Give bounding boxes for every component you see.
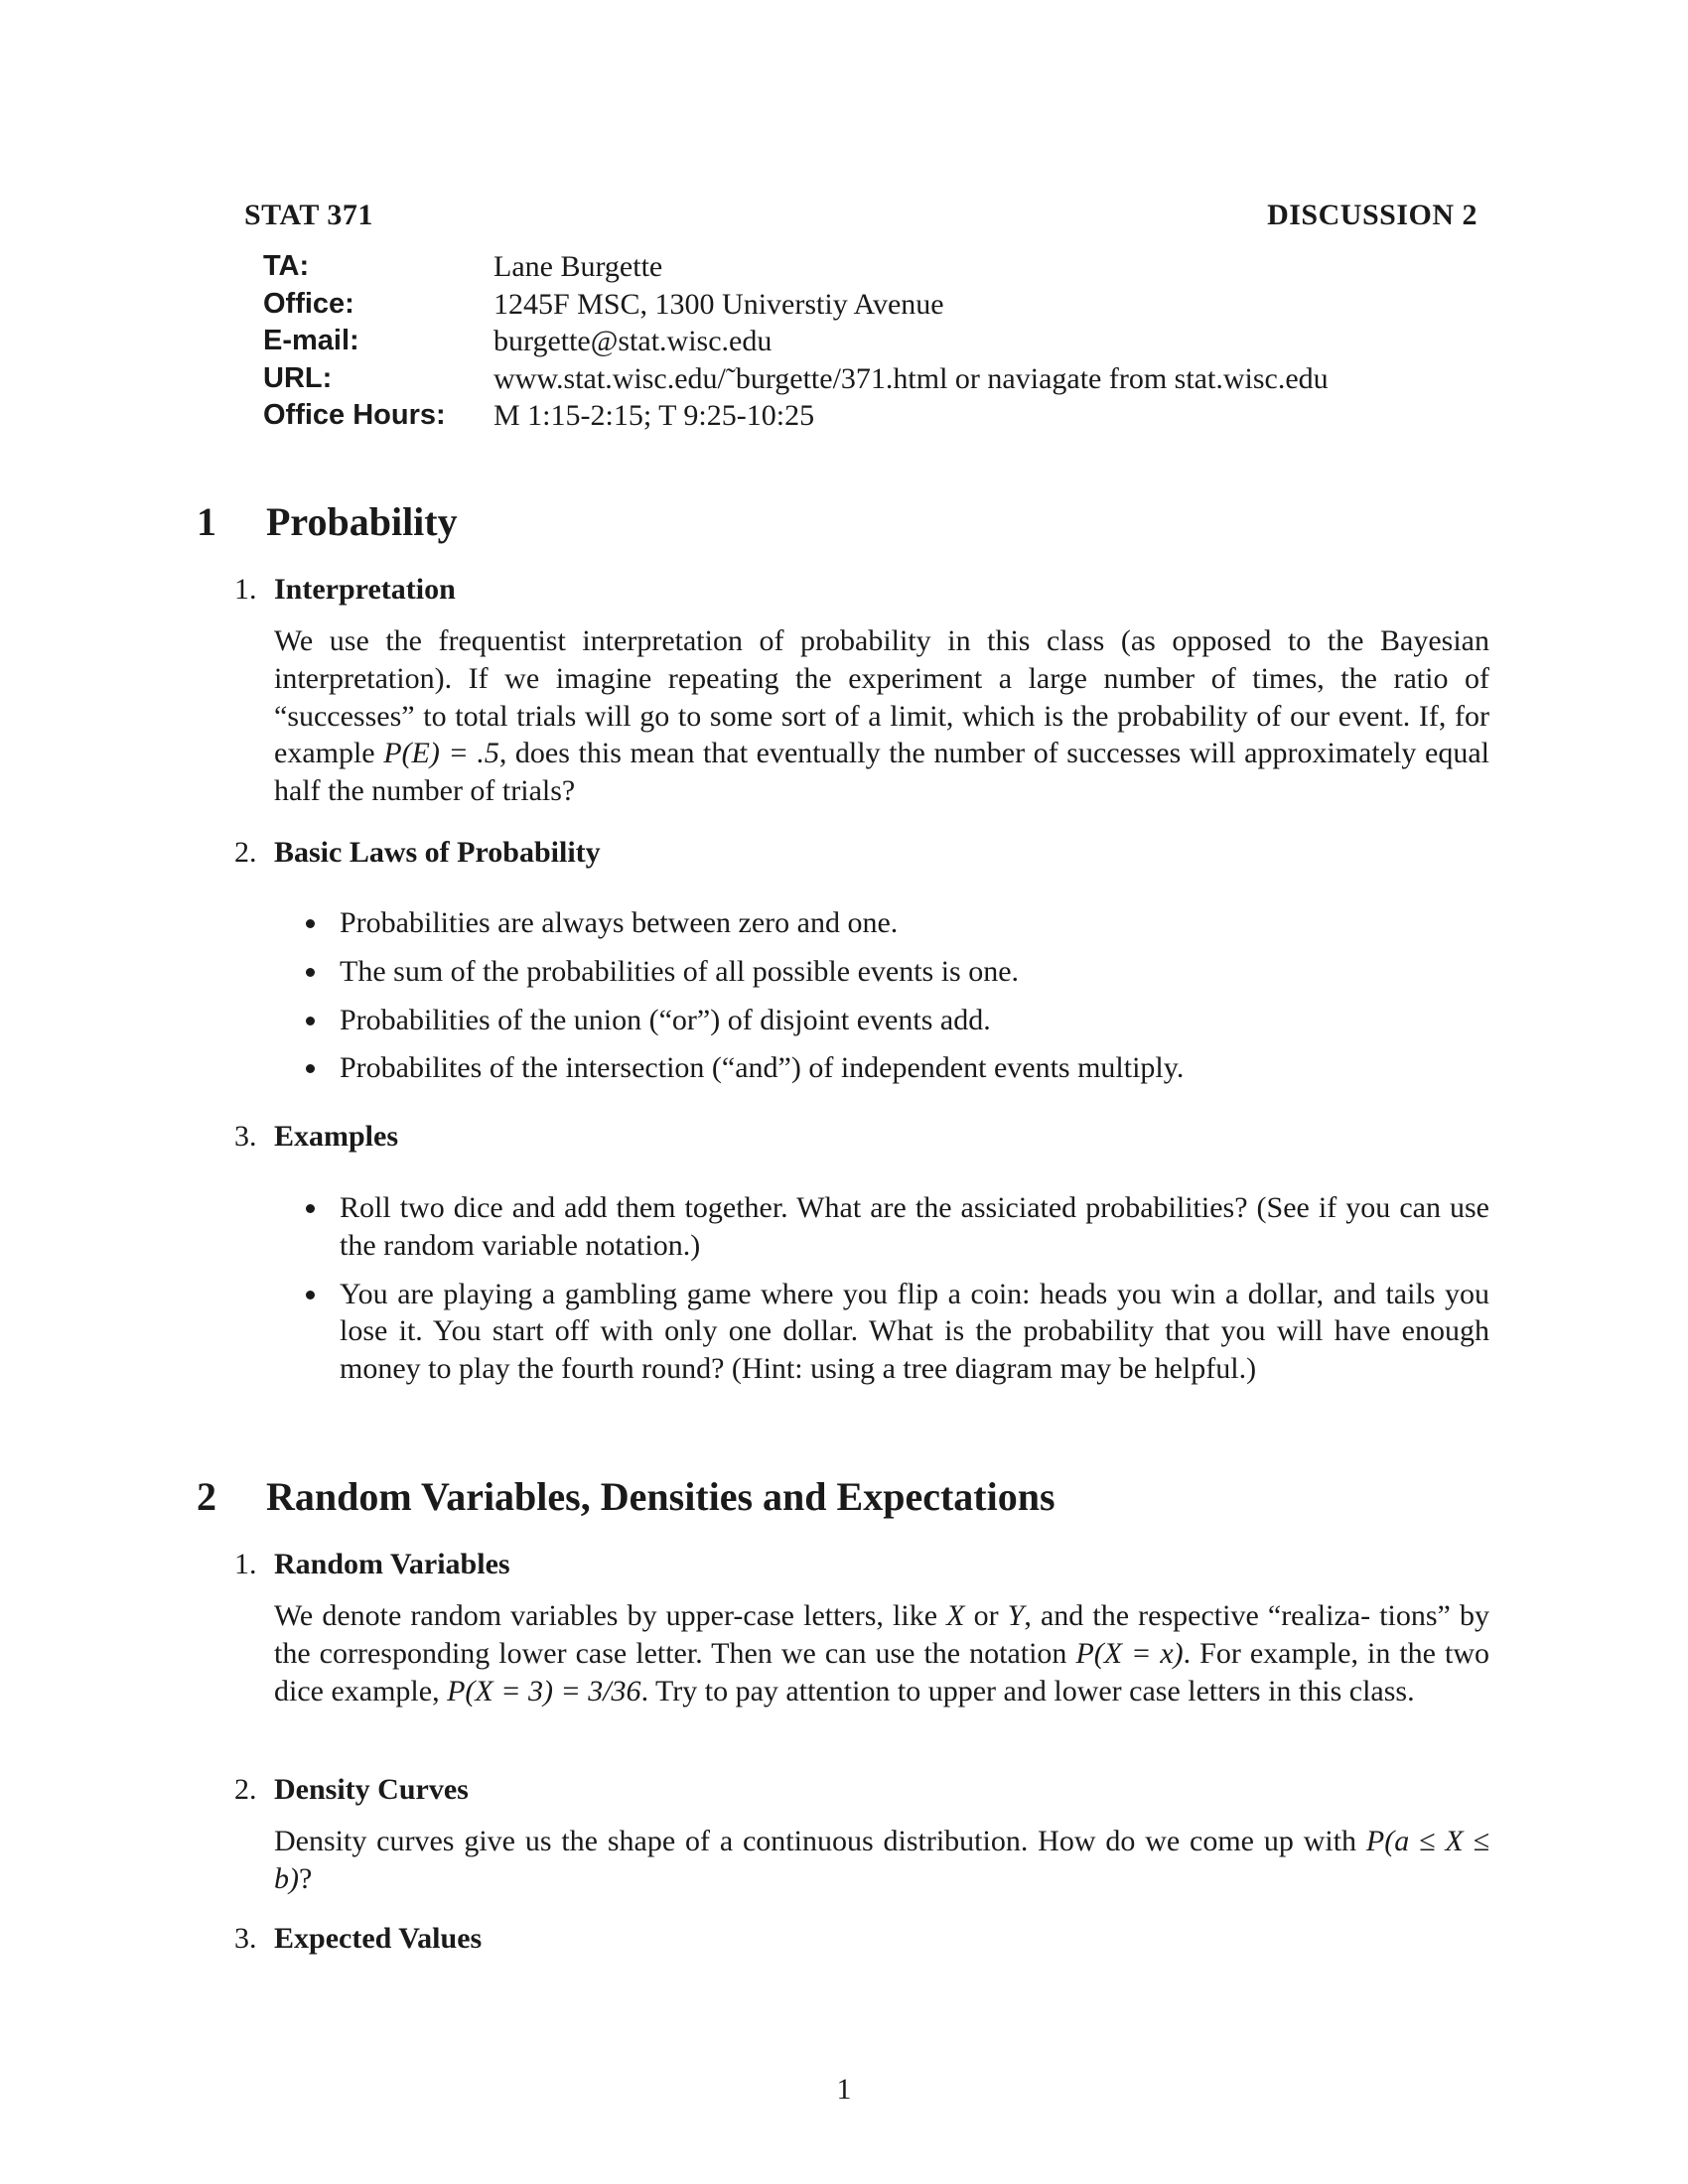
page-number: 1 bbox=[836, 2073, 852, 2106]
text-run: or bbox=[964, 1599, 1008, 1632]
document-title: DISCUSSION 2 bbox=[1267, 199, 1477, 231]
info-value: www.stat.wisc.edu/˜burgette/371.html or naviagate from stat.wisc.edu bbox=[493, 361, 1329, 395]
info-label: E-mail: bbox=[263, 325, 359, 356]
subsection-title: Basic Laws of Probability bbox=[274, 836, 601, 869]
subsection-number: 1. bbox=[234, 1548, 257, 1580]
paragraph-density-curves bbox=[274, 1823, 1489, 1898]
section-title: Random Variables, Densities and Expectations bbox=[266, 1474, 1055, 1519]
info-row-office bbox=[263, 286, 1329, 324]
subsection-number: 3. bbox=[234, 1120, 257, 1153]
text-run: . For example, in the two dice example, bbox=[274, 1636, 1489, 1707]
info-label: URL: bbox=[263, 361, 333, 394]
subsection-number: 2. bbox=[234, 1773, 257, 1806]
subsection-title: Random Variables bbox=[274, 1548, 510, 1580]
paragraph-random-variables bbox=[274, 1597, 1489, 1709]
subsection-number: 1. bbox=[234, 573, 257, 606]
info-label: TA: bbox=[263, 250, 310, 282]
list-item: Probabilites of the intersection (“and”) of independent events multiply. bbox=[304, 1049, 1489, 1087]
list-item: Probabilities are always between zero and one. bbox=[304, 904, 1489, 942]
section-number: 2 bbox=[197, 1474, 216, 1519]
subsection-heading-density-curves bbox=[234, 1773, 469, 1807]
math-inline: Y bbox=[1007, 1599, 1025, 1632]
course-code: STAT 371 bbox=[244, 199, 373, 231]
subsection-title: Density Curves bbox=[274, 1773, 469, 1806]
info-row-office-hours bbox=[263, 397, 1329, 435]
math-inline: P(X = 3) = 3/36 bbox=[447, 1674, 641, 1707]
bullet-list-basic-laws bbox=[304, 904, 1489, 1087]
section-title: Probability bbox=[266, 499, 458, 544]
bullet-list-examples bbox=[304, 1189, 1489, 1388]
subsection-number: 3. bbox=[234, 1922, 257, 1955]
paragraph-interpretation bbox=[274, 622, 1489, 810]
subsection-heading-interpretation bbox=[234, 573, 456, 607]
list-item: Roll two dice and add them together. What are the assiciated probabilities? (See if you can use the random variable notation.) bbox=[304, 1189, 1489, 1265]
subsection-heading-basic-laws bbox=[234, 836, 601, 870]
list-item: Probabilities of the union (“or”) of disjoint events add. bbox=[304, 1002, 1489, 1039]
subsection-title: Interpretation bbox=[274, 573, 456, 606]
info-value: Lane Burgette bbox=[493, 250, 663, 283]
info-label: Office Hours: bbox=[263, 399, 446, 431]
info-row-email bbox=[263, 323, 1329, 360]
text-run: , and the respective “realiza- tions” by the corresponding lower case letter. Then we can use the notation bbox=[274, 1599, 1489, 1670]
list-item: You are playing a gambling game where you flip a coin: heads you win a dollar, and tails you lose it. You start off with only one dollar. What is the probability that you will have enough money to play the fourth round? (Hint: using a tree diagram may be helpful.) bbox=[304, 1276, 1489, 1388]
math-inline: P(a ≤ X ≤ b) bbox=[274, 1825, 1489, 1895]
subsection-heading-expected-values bbox=[234, 1922, 482, 1956]
text-run: We use the frequentist interpretation of probability in this class (as opposed to the Bayesian interpretation). If we imagine repeating the experiment a large number of times, the ratio of “successes” to total trials will go to some sort of a limit, which is the probability of our event. If, for example bbox=[274, 624, 1489, 770]
text-run: Density curves give us the shape of a continuous distribution. How do we come up with bbox=[274, 1825, 1366, 1857]
text-run: We denote random variables by upper-case letters, like bbox=[274, 1599, 947, 1632]
ta-info-block bbox=[263, 248, 1329, 435]
info-value: burgette@stat.wisc.edu bbox=[493, 325, 773, 357]
section-heading-random-variables bbox=[197, 1473, 1055, 1520]
math-inline: P(X = x) bbox=[1075, 1636, 1184, 1670]
info-row-url bbox=[263, 360, 1329, 398]
text-run: , does this mean that eventually the number of successes will approximately equal half the number of trials? bbox=[274, 737, 1489, 808]
list-item: The sum of the probabilities of all possible events is one. bbox=[304, 953, 1489, 991]
info-row-ta bbox=[263, 248, 1329, 286]
subsection-heading-random-variables bbox=[234, 1548, 510, 1581]
section-number: 1 bbox=[197, 499, 216, 544]
subsection-title: Examples bbox=[274, 1120, 399, 1153]
info-label: Office: bbox=[263, 287, 354, 320]
subsection-heading-examples bbox=[234, 1120, 398, 1154]
info-value: M 1:15-2:15; T 9:25-10:25 bbox=[493, 399, 815, 432]
text-run: ? bbox=[299, 1861, 313, 1895]
section-heading-probability bbox=[197, 498, 458, 545]
info-value: 1245F MSC, 1300 Universtiy Avenue bbox=[493, 287, 944, 321]
math-inline: X bbox=[946, 1599, 965, 1632]
text-run: . Try to pay attention to upper and lower case letters in this class. bbox=[640, 1674, 1415, 1707]
subsection-title: Expected Values bbox=[274, 1922, 483, 1955]
math-inline: P(E) = .5 bbox=[383, 737, 499, 770]
subsection-number: 2. bbox=[234, 836, 257, 869]
